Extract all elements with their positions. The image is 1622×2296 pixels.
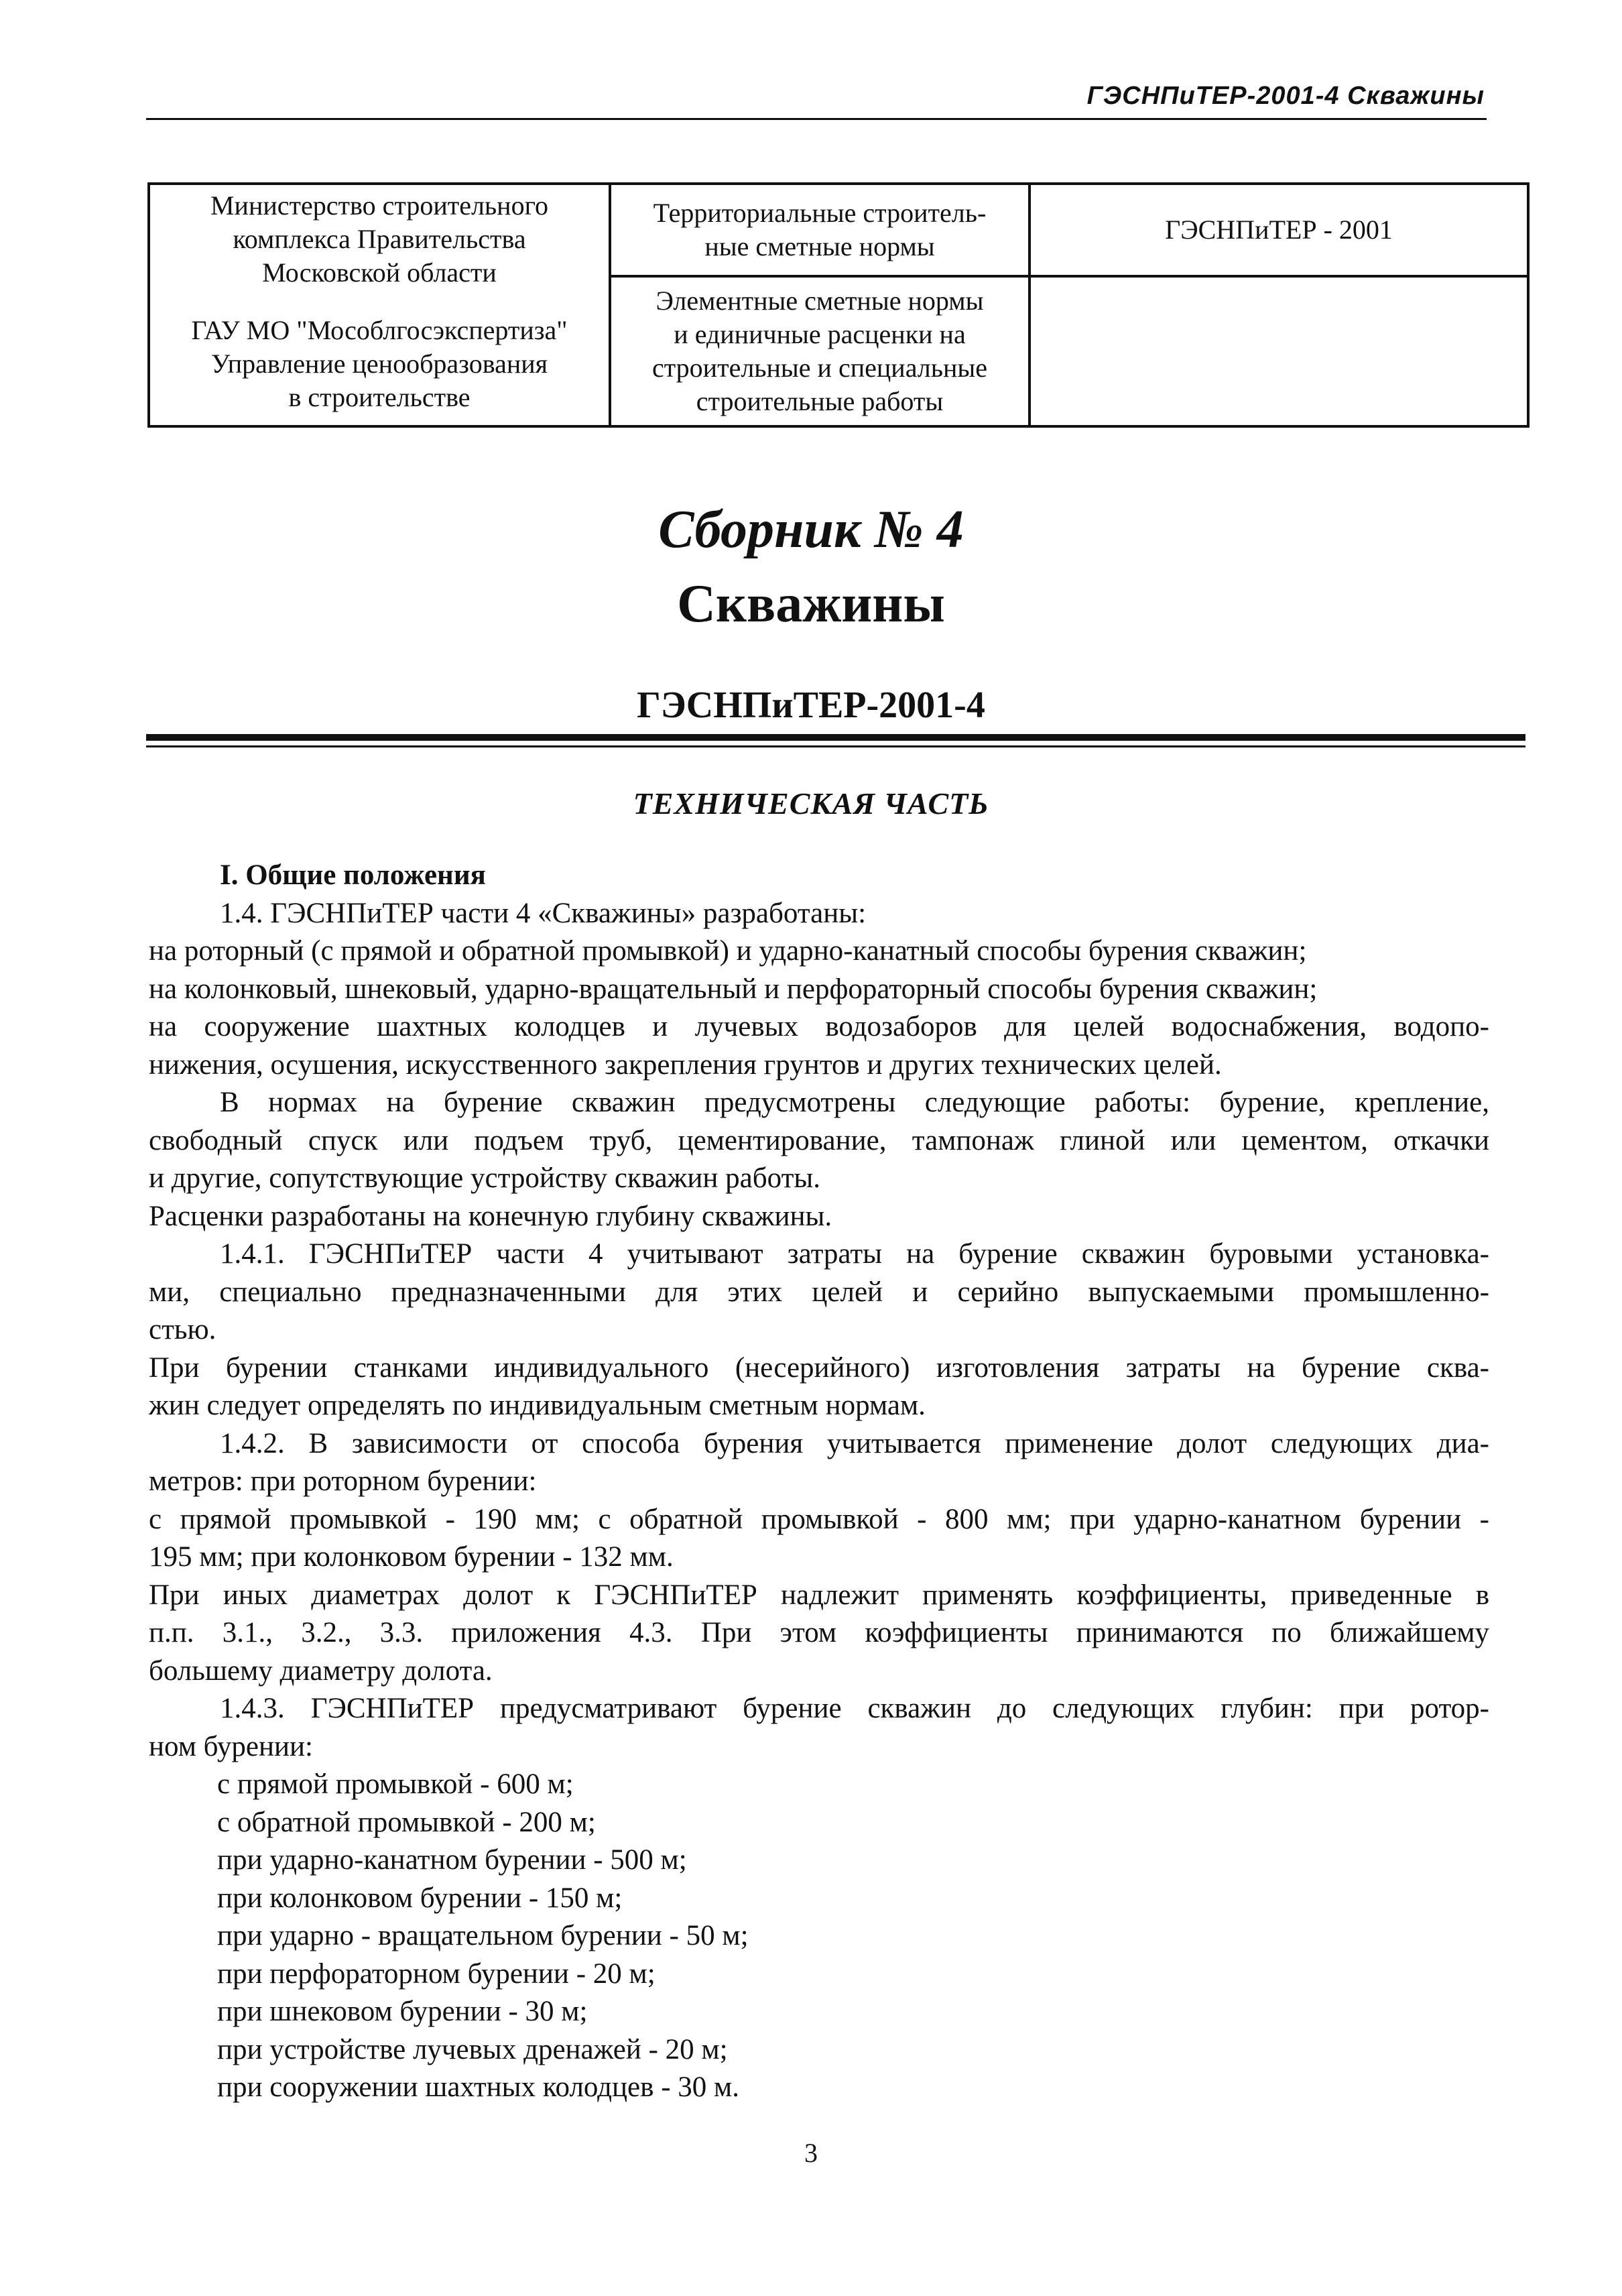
norms-desc-line: строительные и специальные	[651, 353, 988, 383]
ministry-line: Московской области	[262, 257, 497, 288]
body-line: на колонковый, шнековый, ударно-вращательный и перфораторный способы бурения скважин;	[149, 973, 1318, 1005]
body-line: Расценки разработаны на конечную глубину скважины.	[149, 1200, 832, 1232]
norms-type-line: ные сметные нормы	[704, 231, 935, 261]
depth-list-item: при перфораторном бурении - 20 м;	[217, 1957, 656, 1990]
body-line: 1.4.3. ГЭСНПиТЕР предусматривают бурение скважин до следующих глубин: при ротор-	[220, 1693, 1489, 1724]
header-rule	[146, 118, 1487, 120]
document-code: ГЭСНПиТЕР-2001-4	[637, 684, 985, 726]
ministry-line: комплекса Правительства	[233, 224, 526, 254]
body-line: большему диаметру долота.	[149, 1654, 493, 1687]
title-rule	[146, 745, 1525, 747]
body-line: и другие, сопутствующие устройству скважин работы.	[149, 1162, 820, 1194]
norms-type-line: Территориальные строитель-	[653, 198, 987, 228]
body-line: При иных диаметрах долот к ГЭСНПиТЕР надлежит применять коэффициенты, приведенные в	[149, 1579, 1489, 1611]
depth-list-item: при устройстве лучевых дренажей - 20 м;	[217, 2033, 728, 2065]
body-line: 1.4.1. ГЭСНПиТЕР части 4 учитывают затраты на бурение скважин буровыми установка-	[220, 1238, 1489, 1270]
page-number: 3	[804, 2138, 818, 2168]
body-line: В нормах на бурение скважин предусмотрены следующие работы: бурение, крепление,	[220, 1087, 1489, 1118]
body-line: свободный спуск или подъем труб, цементирование, тампонаж глиной или цементом, откачки	[149, 1124, 1489, 1156]
body-line: ном бурении:	[149, 1730, 313, 1762]
body-line: на роторный (с прямой и обратной промывкой) и ударно-канатный способы бурения скважин;	[149, 935, 1307, 967]
empty-cell	[1030, 276, 1528, 426]
code-cell: ГЭСНПиТЕР - 2001	[1030, 184, 1528, 276]
ministry-cell	[149, 184, 610, 426]
norms-desc-cell	[610, 276, 1030, 426]
depth-list-item: при шнековом бурении - 30 м;	[217, 1996, 588, 2027]
body-line: 1.4. ГЭСНПиТЕР части 4 «Скважины» разработаны:	[220, 897, 867, 929]
body-line: ми, специально предназначенными для этих целей и серийно выпускаемыми промышленно-	[149, 1276, 1489, 1308]
subsection-heading: I. Общие положения	[220, 859, 486, 891]
running-header: ГЭСНПиТЕР-2001-4 Скважины	[1086, 82, 1485, 110]
depth-list-item: при ударно - вращательном бурении - 50 м;	[217, 1920, 749, 1951]
collection-title: Сборник № 4	[658, 500, 964, 559]
norms-type-cell	[610, 184, 1030, 276]
agency-line: Управление ценообразования	[210, 349, 548, 379]
depth-list-item: при сооружении шахтных колодцев - 30 м.	[217, 2071, 739, 2103]
body-line: нижения, осушения, искусственного закрепления грунтов и других технических целей.	[149, 1048, 1222, 1081]
body-text	[149, 857, 1489, 2107]
depth-list-item: с прямой промывкой - 600 м;	[217, 1768, 574, 1800]
body-line: При бурении станками индивидуального (несерийного) изготовления затраты на бурение сква-	[149, 1351, 1489, 1384]
body-line: стью.	[149, 1314, 216, 1345]
norms-desc-line: Элементные сметные нормы	[656, 286, 984, 316]
agency-line: ГАУ МО "Мособлгосэкспертиза"	[191, 315, 568, 345]
depth-list-item: при ударно-канатном бурении - 500 м;	[217, 1844, 687, 1876]
title-rule	[146, 734, 1525, 741]
depth-list-item: при колонковом бурении - 150 м;	[217, 1882, 623, 1914]
document-header-table	[147, 182, 1530, 428]
collection-name: Скважины	[677, 575, 945, 633]
depth-list-item: с обратной промывкой - 200 м;	[217, 1806, 596, 1838]
agency-line: в строительстве	[288, 382, 471, 412]
body-line: с прямой промывкой - 190 мм; с обратной промывкой - 800 мм; при ударно-канатном бурении -	[149, 1503, 1489, 1535]
body-line: 195 мм; при колонковом бурении - 132 мм.	[149, 1541, 674, 1573]
norms-desc-line: строительные работы	[696, 386, 944, 416]
body-line: жин следует определять по индивидуальным сметным нормам.	[149, 1390, 926, 1421]
body-line: п.п. 3.1., 3.2., 3.3. приложения 4.3. При этом коэффициенты принимаются по ближайшему	[149, 1617, 1489, 1648]
section-heading: ТЕХНИЧЕСКАЯ ЧАСТЬ	[633, 786, 989, 821]
body-line: метров: при роторном бурении:	[149, 1465, 537, 1497]
body-line: на сооружение шахтных колодцев и лучевых водозаборов для целей водоснабжения, водопо-	[149, 1011, 1489, 1042]
norms-desc-line: и единичные расценки на	[674, 319, 966, 349]
ministry-line: Министерство строительного	[210, 190, 548, 221]
body-line: 1.4.2. В зависимости от способа бурения учитывается применение долот следующих диа-	[220, 1427, 1489, 1459]
